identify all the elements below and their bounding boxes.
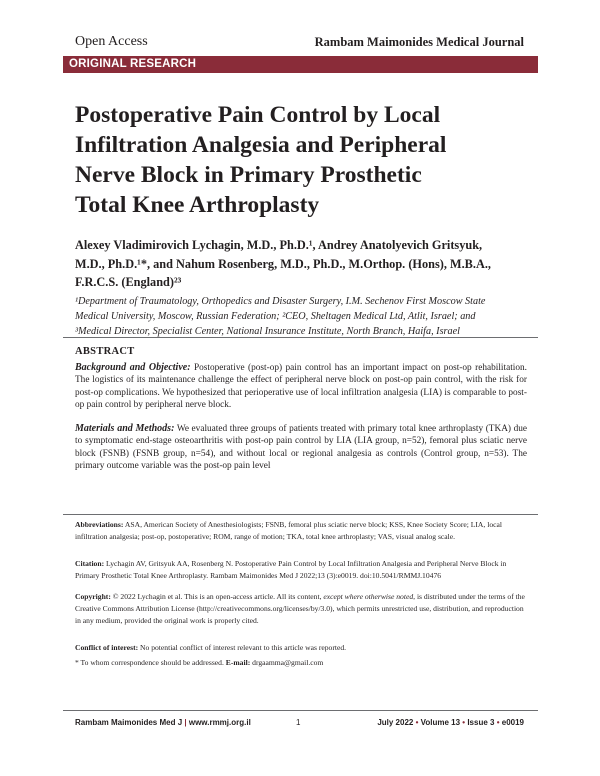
author-line: F.R.C.S. (England)²³ <box>75 275 182 289</box>
footer-date: July 2022 <box>377 718 414 727</box>
correspondence-text: * To whom correspondence should be addressed. <box>75 658 224 667</box>
author-line: Alexey Vladimirovich Lychagin, M.D., Ph.D.¹, Andrey Anatolyevich Gritsyuk, <box>75 238 483 252</box>
open-access-label: Open Access <box>75 34 148 49</box>
copyright <box>75 591 527 626</box>
title-line: Postoperative Pain Control by Local <box>75 102 441 128</box>
article-title <box>75 100 535 220</box>
divider <box>63 514 538 515</box>
footer-url[interactable]: www.rmmj.org.il <box>188 718 251 727</box>
methods-label: Materials and Methods: <box>75 423 175 434</box>
affiliations <box>75 294 545 339</box>
copyright-text-rest: , is distributed under the terms of the Creative Commons Attribution License (http://creativecommons.org/licenses/by/3.0), which permits unrestricted use, distribution, and reproduction in any medium, provided the original work is properly cited. <box>75 592 525 625</box>
divider <box>63 710 538 711</box>
abstract-heading: ABSTRACT <box>75 346 135 357</box>
background-text: Postoperative (post-op) pain control has an important impact on post-op rehabilitation. The logistics of its maintenance challenge the effect of peripheral nerve block on post-op pain control, with the risk for post-op complications. We hypothesized that perioperative use of local infiltration analgesia (LIA) is comparable to post-op pain control by peripheral nerve block. <box>75 363 528 410</box>
abbreviations-text: ASA, American Society of Anesthesiologists; FSNB, femoral plus sciatic nerve block; KSS, Knee Society Score; LIA, local infiltration analgesia; post-op, postoperative; ROM, range of motion; TKA, total knee arthroplasty; VAS, visual analog scale. <box>75 520 502 541</box>
section-label: ORIGINAL RESEARCH <box>69 58 197 70</box>
abbreviations <box>75 519 527 543</box>
abstract-background <box>75 362 527 411</box>
conflict-label: Conflict of interest: <box>75 643 139 652</box>
title-line: Infiltration Analgesia and Peripheral <box>75 132 447 158</box>
citation <box>75 558 527 582</box>
footer-volume: Volume 13 <box>420 718 461 727</box>
title-line: Total Knee Arthroplasty <box>75 192 320 218</box>
divider <box>63 337 538 338</box>
title-line: Nerve Block in Primary Prosthetic <box>75 162 422 188</box>
background-label: Background and Objective: <box>75 362 191 373</box>
footer-issue-info <box>377 718 524 727</box>
journal-name: Rambam Maimonides Medical Journal <box>314 35 524 49</box>
affiliation-line: ³Medical Director, Specialist Center, National Insurance Institute, North Branch, Haifa, Israel <box>75 326 460 337</box>
conflict-of-interest <box>75 642 527 654</box>
copyright-text-italic: except where otherwise noted <box>323 592 414 601</box>
copyright-text: © 2022 Lychagin et al. This is an open-access article. All its content, <box>112 592 324 601</box>
conflict-text: No potential conflict of interest relevant to this article was reported. <box>140 643 347 652</box>
correspondence <box>75 657 527 669</box>
author-list <box>75 236 540 292</box>
methods-text: We evaluated three groups of patients treated with primary total knee arthroplasty (TKA) due to symptomatic end-stage osteoarthritis with post-op pain control by LIA (LIA group, n=52), femoral plus sciatic nerve block (FSNB) (FSNB group, n=54), and without local or regional analgesia as controls (Control group, n=53). The primary outcome variable was the post-op pain level <box>75 424 527 471</box>
footer-bullet: • <box>496 718 500 727</box>
author-line: M.D., Ph.D.¹*, and Nahum Rosenberg, M.D., Ph.D., M.Orthop. (Hons), M.B.A., <box>75 256 491 271</box>
footer-issue: Issue 3 <box>467 718 495 727</box>
footer-article-id: e0019 <box>501 718 524 727</box>
page-number: 1 <box>296 718 301 727</box>
footer-bullet: • <box>462 718 466 727</box>
abbreviations-label: Abbreviations: <box>75 520 124 529</box>
citation-label: Citation: <box>75 559 105 568</box>
footer-journal <box>75 718 251 727</box>
footer-journal-short: Rambam Maimonides Med J <box>75 718 183 727</box>
abstract-methods <box>75 423 527 472</box>
footer-bullet: • <box>415 718 419 727</box>
affiliation-line: Medical University, Moscow, Russian Federation; ²CEO, Sheltagen Medical Ltd, Atlit, Israel; and <box>75 311 476 322</box>
affiliation-line: ¹Department of Traumatology, Orthopedics and Disaster Surgery, I.M. Sechenov First Moscow State <box>75 296 486 307</box>
footer-separator: | <box>184 718 187 727</box>
email-label: E-mail: <box>225 658 251 667</box>
email-link[interactable]: drgaamma@gmail.com <box>252 658 324 667</box>
copyright-label: Copyright: <box>75 592 111 601</box>
citation-text: Lychagin AV, Gritsyuk AA, Rosenberg N. Postoperative Pain Control by Local Infiltration Analgesia and Peripheral Nerve Block in Primary Prosthetic Total Knee Arthroplasty. Rambam Maimonides Med J 2022;13 (3):e0019. doi:10.5041/RMMJ.10476 <box>75 559 507 580</box>
